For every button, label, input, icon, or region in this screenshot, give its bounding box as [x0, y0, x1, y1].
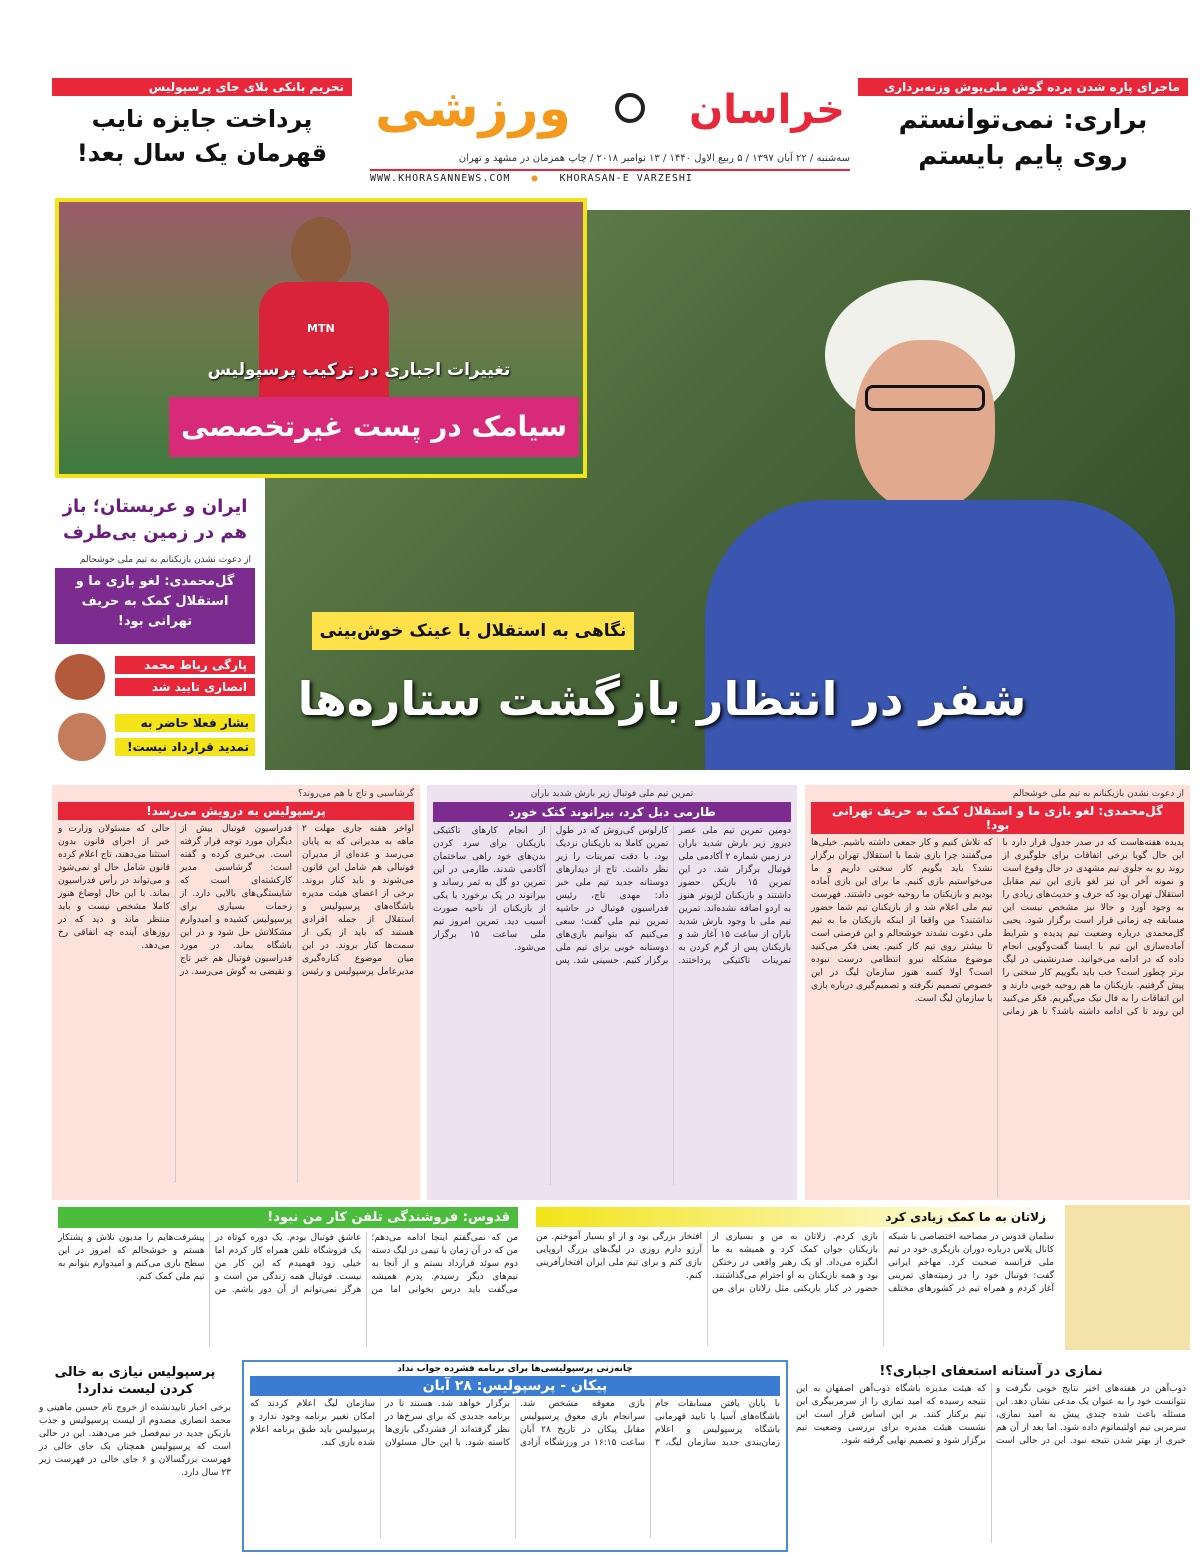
url-strip	[370, 173, 850, 189]
zlatan-title: زلاتان به ما کمک زیادی کرد	[536, 1207, 1054, 1227]
bashar-avatar	[55, 710, 109, 764]
main-kicker-text: نگاهی به استقلال با عینک خوش‌بینی	[319, 621, 627, 641]
bashar-line2: تمدید قرارداد نیست!	[115, 738, 255, 756]
article-paykan[interactable]	[242, 1360, 788, 1552]
website-link[interactable]: WWW.KHORASANNEWS.COM	[370, 173, 511, 184]
logo	[370, 75, 850, 145]
top-left-teaser[interactable]	[52, 78, 352, 193]
logo-varzeshi: ورزشی	[375, 79, 571, 139]
golmohammadi-kicker: از دعوت نشدن بازیکنانم به تیم ملی خوشحالم	[55, 552, 255, 568]
golmohammadi-sub: گل‌محمدی: لغو بازی ما و استقلال کمک به حریف تهرانی بود!	[75, 574, 235, 629]
perspolis-list-body: برخی اخبار تاییدنشده از خروج نام حسین ماهینی و محمد انصاری مصدوم از لیست پرسپولیس و جذب بازیکن جدید در نیم‌فصل خبر می‌دهند. این در حالی است که پرسپولیس همچنان یک جای خالی در فهرست بزرگسالان و ۶ جای خالی در فهرست زیر ۲۳ سال دارد.	[39, 1403, 232, 1478]
bashar-item[interactable]	[55, 710, 255, 764]
paykan-title: پیکان - پرسپولیس: ۲۸ آبان	[250, 1376, 780, 1396]
article-perspolis-darvish[interactable]	[52, 785, 420, 1200]
top-left-kicker: تحریم بانکی بلای جای پرسپولیس	[52, 78, 352, 96]
logo-khorasan: خراسان	[689, 87, 845, 133]
qoddos-body: من که نمی‌گفتم اینجا ادامه می‌دهم؛ من که در آن زمان با تیمی در لیگ دسته دوم سوئد قرارداد بستم و از آنجا به تیم‌های دیگر رسیدم. پدرم همیشه می‌گفت باید درس بخوانی اما من عاشق فوتبال بودم. یک دوره کوتاه در یک فروشگاه تلفن همراه کار کردم اما خیلی زود فهمیدم که این کار من نیست. فوتبال همه زندگی من است و هرگز نمی‌توانم از آن دور باشم. من پیشرفت‌هایم را مدیون تلاش و پشتکار هستم و خوشحالم که امروز در این سطح بازی می‌کنم و امیدوارم بتوانم به تیم ملی کمک کنم.	[58, 1233, 518, 1295]
namazi-body: ذوب‌آهن در هفته‌های اخیر نتایج خوبی نگرفت و نتوانست خود را به عنوان یک مدعی نشان دهد. این مسئله باعث شده چندی پیش به امید نمازی، سرمربی تیم اولتیماتوم داده شود. اما بعد از آن هم خبری از بهتر شدن نتیجه نبود. این در حالی است که هیئت مدیره باشگاه ذوب‌آهن اصفهان به این نتیجه رسیده که امید نمازی را از سرمربیگری این تیم برکنار کنند. بر این اساس قرار است این نشست هیئت مدیره برای بررسی وضعیت تیم برگزار شود و تصمیم نهایی گرفته شود.	[796, 1384, 1186, 1446]
dateline-rule	[370, 169, 850, 171]
coach-glasses	[865, 385, 985, 411]
article-zlatan[interactable]	[530, 1205, 1060, 1350]
article-namazi[interactable]	[792, 1362, 1190, 1552]
top-left-title: پرداخت جایزه نایب قهرمان یک سال بعد!	[76, 105, 328, 167]
article3-title: پرسپولیس به درویش می‌رسد!	[58, 802, 414, 820]
article-qoddos[interactable]	[52, 1205, 524, 1350]
separator-dot: ●	[531, 173, 539, 184]
article1-title: گل‌محمدی: لغو بازی ما و استقلال کمک به حریف تهرانی بود!	[811, 802, 1184, 834]
siamak-title-box	[169, 397, 579, 457]
player-head	[291, 217, 351, 287]
shirt-sponsor: MTN	[307, 322, 335, 335]
main-headline[interactable]: شفر در انتظار بازگشت ستاره‌ها	[297, 672, 1027, 726]
ansari-avatar	[55, 654, 105, 700]
paykan-body: با پایان یافتن مسابقات جام باشگاه‌های آسیا با تایید قهرمانی باشگاه پرسپولیس و اعلام زمان‌بندی جدید سازمان لیگ، ۳ بازی معوقه مشخص شد. سرانجام بازی معوق پرسپولیس مقابل پیکان در تاریخ ۲۸ آبان ساعت ۱۶:۱۵ در ورزشگاه آزادی برگزار خواهد شد. هستند تا در برنامه جدیدی که برای سرخ‌ها در نظر گرفته‌اند از فشردگی بازی‌ها کاسته شود. با این حال مسئولان سازمان لیگ اعلام کردند که امکان تغییر برنامه وجود ندارد و پرسپولیس باید طبق برنامه اعلام شده بازی کند.	[250, 1399, 780, 1448]
ansari-item[interactable]	[55, 654, 255, 700]
iran-arabia-title[interactable]: ایران و عربستان؛ باز هم در زمین بی‌طرف	[62, 496, 248, 543]
article-perspolis-list[interactable]	[35, 1362, 235, 1552]
coach-face	[855, 340, 995, 510]
ansari-line2: انصاری تایید شد	[115, 678, 255, 696]
ansari-line1: پارگی رباط محمد	[115, 656, 255, 674]
article-taremi[interactable]	[427, 785, 797, 1200]
article-golmohammadi[interactable]	[805, 785, 1190, 1200]
paykan-kicker: چانه‌زنی پرسپولیسی‌ها برای برنامه فشرده جواب نداد	[397, 1364, 633, 1374]
article3-kicker: گرشاسبی و تاج با هم می‌روند؟	[297, 789, 414, 799]
article2-title: طارمی دبل کرد، بیرانوند کتک خورد	[433, 802, 791, 822]
article1-kicker: از دعوت نشدن بازیکنانم به تیم ملی خوشحالم	[1012, 789, 1184, 799]
article1-body: پدیده هفته‌هاست که در صدر جدول قرار دارد با این حال گویا برخی اتفاقات برای جلوگیری از روند رو به جلوی تیم مشهدی در حال وقوع است و نمونه آخر آن نیز لغو بازی این تیم مقابل استقلال تهران بود که حرف و حدیث‌های زیادی را به وجود آورد و حالا نیز مشخص نیست این مسابقه چه زمانی قرار است برگزار شود. یحیی گل‌محمدی درباره وضعیت تیم پدیده و شرایط آماده‌سازی این تیم با ایسنا گفت‌وگویی انجام داده که در ادامه می‌خوانید. صدرنشینی در لیگ برتر چطور است؟ خب باید بگوییم کار سختی را پیش گرفتیم. بازیکنان ما هم روحیه خوبی دارند و این اتفاقات را به فال نیک می‌گیریم. فکر می‌کنید این روند تا کی ادامه داشته باشد؟ تا هر زمانی که تلاش کنیم و کار جمعی داشته باشیم. خیلی‌ها می‌گفتند چرا بازی شما با استقلال تهران برگزار نشد؟ باید بگویم کار سختی داریم و ما می‌خواستیم بازی کنیم. ما برای این بازی آماده بودیم و بازیکنان ما روحیه خوبی داشتند. فهرست تیم ملی اعلام شد و از بازیکنان تیم شما حضور نداشتند؟ من واقعا از اینکه بازیکنان ما به تیم ملی دعوت نشدند خوشحالم و این فرصتی است تا بیشتر روی تیم کار کنیم. یعنی فکر می‌کنید موضوع مشکله نیرو انتظامی درست نبوده است؟ اولا کسه هنوز سازمان لیگ در این خصوص تصمیم نگرفته و تصمیم‌گیری درباره بازی با سازمان لیگ است.	[811, 838, 1184, 1017]
main-kicker[interactable]	[312, 612, 634, 650]
namazi-title: نمازی در آستانه استعفای اجباری؟!	[879, 1364, 1103, 1379]
dateline: سه‌شنبه / ۲۲ آبان ۱۳۹۷ / ۵ ربیع الاول ۱۴۴۰ / ۱۳ نوامبر ۲۰۱۸ / چاپ همزمان در مشهد و تهران	[458, 153, 850, 164]
article2-kicker: تمرین تیم ملی فوتبال زیر بارش شدید باران	[530, 789, 694, 799]
top-right-kicker: ماجرای پاره شدن پرده گوش ملی‌پوش وزنه‌برداری	[858, 78, 1188, 96]
top-right-teaser[interactable]	[858, 78, 1188, 193]
bashar-line1: بشار فعلا حاضر به	[115, 714, 255, 732]
golmohammadi-teaser[interactable]	[55, 552, 255, 644]
perspolis-list-title: پرسپولیس نیازی به خالی کردن لیست ندارد!	[54, 1365, 216, 1397]
masthead	[370, 75, 850, 190]
boxed-photo-right	[1065, 1205, 1190, 1350]
logo-ball-icon	[615, 93, 645, 123]
article3-body: اواخر هفته جاری مهلت ۲ ماهه به مدیرانی که به پایان می‌رسد و عده‌ای از مدیران فوتبالی هم شامل این قانون می‌شوند و باید کنار بروند. برخی از اعضای هیئت مدیره باشگاه‌های پرسپولیس و استقلال از جمله افرادی هستند که باید از یکی از سمت‌ها کنار بروند. در این میان موضوع کناره‌گیری مدیرعامل پرسپولیس و رئیس فدراسیون فوتبال بیش از دیگران مورد توجه قرار گرفته است. بی‌خبری کرده و گفته است: گرشاسبی مدیر کارکشته‌ای است که شایستگی‌های بالایی دارد. از زحمات بسیاری برای پرسپولیس کشیده و امیدوارم مشکلاتش حل شود و در این باشگاه بماند. در مورد فدراسیون فوتبال هم خبر تاج و نقیضی به گوش می‌رسد. در حالی که مسئولان وزارت و خبر از اجرای قانون بدون استثنا می‌دهند، تاج اعلام کرده قانون شامل حال او نمی‌شود و می‌تواند در رأس فدراسیون بماند. با این حال اوضاع هنوز کاملا مشخص نیست و باید منتظر ماند و دید که در روزهای آینده چه اتفاقی رخ می‌دهد.	[58, 824, 414, 977]
brand-english: KHORASAN-E VARZESHI	[559, 173, 693, 184]
zlatan-body: سلمان قدوس در مصاحبه اختصاصی با شبکه کانال پلاس درباره دوران بازیگری خود در تیم ملی فرانسه صحبت کرد. مهاجم ایرانی گفت: فوتبال خود را در زمینه‌های تمرینی آغاز کردم و همراه تیم در کشورهای مختلف بازی کردم. زلاتان به من و بسیاری از بازیکنان جوان کمک کرد و همیشه به ما انگیزه می‌داد. او یک رهبر واقعی در رختکن بود و همه بازیکنان به او احترام می‌گذاشتند. حضور در کنار بازیکنی مثل زلاتان برای من افتخار بزرگی بود و از او بسیار آموختم. من آرزو دارم روزی در لیگ‌های بزرگ اروپایی بازی کنم و برای تیم ملی ایران افتخارآفرینی کنم.	[536, 1232, 1054, 1294]
siamak-photo-box[interactable]	[55, 198, 587, 478]
article2-body: دومین تمرین تیم ملی عصر دیروز زیر بارش شدید باران در زمین شماره ۲ آکادمی ملی فوتبال برگزار شد. در این تمرین ۱۵ بازیکن حضور داشتند و بازیکنان لژیونر هنوز به اردو اضافه نشده‌اند. تمرین تیم ملی با وجود بارش شدید باران از ساعت ۱۵ آغاز شد و بازیکنان پس از گرم کردن به تمرینات تاکتیکی پرداختند. کارلوس کی‌روش که در طول تمرین کاملا به بازیکنان نزدیک بود، با دقت تمرینات را زیر نظر داشت. تاج از دیدارهای دوستانه جدید تیم ملی خبر داد: مهدی تاج، رئیس فدراسیون فوتبال در حاشیه تمرین تیم ملی گفت: سعی می‌کنیم که بتوانیم بازی‌های دوستانه خوبی برای تیم ملی برگزار کنیم. حسینی شد. پس از انجام کارهای تاکتیکی بازیکنان برای سرد کردن بدن‌های خود راهی ساختمان آکادمی شدند. طارمی در این تمرین دو گل به ثمر رساند و بیرانوند در یک برخورد با یکی از بازیکنان از ناحیه صورت آسیب دید. تمرین امروز تیم ملی ساعت ۱۵ برگزار می‌شود.	[433, 826, 791, 966]
top-right-title: براری: نمی‌توانستم روی پایم بایستم	[898, 105, 1148, 171]
qoddos-title: قدوس: فروشندگی تلفن کار من نبود!	[58, 1207, 518, 1228]
siamak-title: سیامک در پست غیرتخصصی	[180, 410, 568, 443]
siamak-kicker: تغییرات اجباری در ترکیب پرسپولیس	[207, 360, 511, 380]
